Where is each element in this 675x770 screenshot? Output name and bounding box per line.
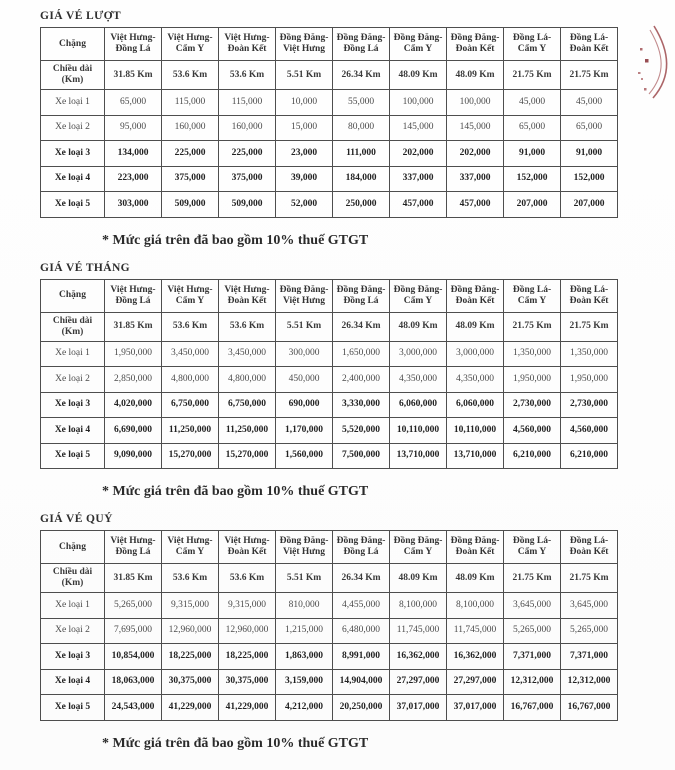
price-cell: 1,863,000 xyxy=(276,644,333,670)
table-row xyxy=(41,618,618,644)
column-header: Đồng Đăng-Việt Hưng xyxy=(276,28,333,61)
table-row xyxy=(41,443,618,469)
price-cell: 4,350,000 xyxy=(447,367,504,393)
distance-cell: 53.6 Km xyxy=(219,312,276,341)
table-title-single-trip: GIÁ VÉ LƯỢT xyxy=(40,10,122,22)
column-header: Việt Hưng-Đồng Lá xyxy=(105,28,162,61)
distance-cell: 48.09 Km xyxy=(447,61,504,90)
column-header: Đồng Lá-Cẩm Y xyxy=(504,531,561,564)
price-cell: 1,350,000 xyxy=(504,341,561,367)
price-cell: 18,225,000 xyxy=(162,644,219,670)
distance-cell: 5.51 Km xyxy=(276,564,333,593)
price-cell: 65,000 xyxy=(504,115,561,141)
price-cell: 1,950,000 xyxy=(105,341,162,367)
price-cell: 30,375,000 xyxy=(219,669,276,695)
distance-cell: 48.09 Km xyxy=(390,61,447,90)
price-cell: 6,750,000 xyxy=(162,392,219,418)
price-cell: 6,060,000 xyxy=(390,392,447,418)
distance-row xyxy=(41,61,618,90)
price-cell: 2,850,000 xyxy=(105,367,162,393)
price-cell: 225,000 xyxy=(219,141,276,167)
price-cell: 7,500,000 xyxy=(333,443,390,469)
price-cell: 2,730,000 xyxy=(561,392,618,418)
table-row xyxy=(41,141,618,167)
row-label: Xe loại 1 xyxy=(41,593,105,619)
price-cell: 337,000 xyxy=(390,166,447,192)
column-header: Đồng Đăng-Đoàn Kết xyxy=(447,279,504,312)
price-cell: 250,000 xyxy=(333,192,390,218)
price-cell: 9,090,000 xyxy=(105,443,162,469)
price-cell: 300,000 xyxy=(276,341,333,367)
price-cell: 3,645,000 xyxy=(561,593,618,619)
price-cell: 65,000 xyxy=(561,115,618,141)
table-title-quarterly: GIÁ VÉ QUÝ xyxy=(40,513,113,525)
price-cell: 2,400,000 xyxy=(333,367,390,393)
distance-cell: 21.75 Km xyxy=(561,564,618,593)
price-cell: 509,000 xyxy=(162,192,219,218)
row-label: Xe loại 2 xyxy=(41,115,105,141)
price-cell: 4,560,000 xyxy=(561,418,618,444)
price-cell: 7,695,000 xyxy=(105,618,162,644)
row-label: Xe loại 5 xyxy=(41,695,105,721)
price-cell: 1,650,000 xyxy=(333,341,390,367)
price-cell: 145,000 xyxy=(390,115,447,141)
fare-table-single-trip xyxy=(40,27,618,218)
price-cell: 3,450,000 xyxy=(162,341,219,367)
distance-row xyxy=(41,312,618,341)
distance-cell: 21.75 Km xyxy=(561,61,618,90)
price-cell: 2,730,000 xyxy=(504,392,561,418)
distance-cell: 31.85 Km xyxy=(105,312,162,341)
price-cell: 7,371,000 xyxy=(504,644,561,670)
price-cell: 52,000 xyxy=(276,192,333,218)
price-cell: 10,110,000 xyxy=(447,418,504,444)
distance-cell: 5.51 Km xyxy=(276,312,333,341)
price-cell: 4,800,000 xyxy=(219,367,276,393)
price-cell: 202,000 xyxy=(390,141,447,167)
column-header: Đồng Đăng-Đoàn Kết xyxy=(447,28,504,61)
price-cell: 6,060,000 xyxy=(447,392,504,418)
price-cell: 30,375,000 xyxy=(162,669,219,695)
column-header: Việt Hưng-Đoàn Kết xyxy=(219,28,276,61)
price-cell: 457,000 xyxy=(447,192,504,218)
table-row xyxy=(41,115,618,141)
price-cell: 3,645,000 xyxy=(504,593,561,619)
vat-note: * Mức giá trên đã bao gồm 10% thuế GTGT xyxy=(102,232,369,248)
distance-cell: 53.6 Km xyxy=(219,564,276,593)
price-cell: 9,315,000 xyxy=(219,593,276,619)
price-cell: 15,000 xyxy=(276,115,333,141)
price-cell: 5,265,000 xyxy=(105,593,162,619)
price-cell: 1,560,000 xyxy=(276,443,333,469)
row-label: Xe loại 3 xyxy=(41,392,105,418)
price-cell: 115,000 xyxy=(162,90,219,116)
column-header: Đồng Đăng-Cẩm Y xyxy=(390,531,447,564)
price-cell: 1,950,000 xyxy=(504,367,561,393)
column-header: Đồng Lá-Cẩm Y xyxy=(504,279,561,312)
distance-cell: 53.6 Km xyxy=(162,312,219,341)
price-cell: 12,960,000 xyxy=(162,618,219,644)
price-cell: 27,297,000 xyxy=(390,669,447,695)
price-cell: 15,270,000 xyxy=(219,443,276,469)
price-cell: 20,250,000 xyxy=(333,695,390,721)
distance-cell: 21.75 Km xyxy=(504,312,561,341)
price-cell: 4,560,000 xyxy=(504,418,561,444)
price-cell: 337,000 xyxy=(447,166,504,192)
price-cell: 100,000 xyxy=(390,90,447,116)
table-row xyxy=(41,341,618,367)
price-cell: 223,000 xyxy=(105,166,162,192)
price-cell: 225,000 xyxy=(162,141,219,167)
price-cell: 95,000 xyxy=(105,115,162,141)
price-cell: 16,767,000 xyxy=(504,695,561,721)
column-header: Việt Hưng-Đồng Lá xyxy=(105,279,162,312)
distance-label: Chiều dài (Km) xyxy=(41,312,105,341)
price-cell: 160,000 xyxy=(162,115,219,141)
price-cell: 4,212,000 xyxy=(276,695,333,721)
row-label: Xe loại 2 xyxy=(41,618,105,644)
row-label: Xe loại 5 xyxy=(41,443,105,469)
price-cell: 11,745,000 xyxy=(390,618,447,644)
price-cell: 1,350,000 xyxy=(561,341,618,367)
price-cell: 16,362,000 xyxy=(390,644,447,670)
section-quarterly xyxy=(40,513,635,752)
column-header: Đồng Lá-Cẩm Y xyxy=(504,28,561,61)
distance-cell: 53.6 Km xyxy=(162,564,219,593)
price-cell: 152,000 xyxy=(561,166,618,192)
distance-cell: 53.6 Km xyxy=(219,61,276,90)
price-cell: 3,450,000 xyxy=(219,341,276,367)
distance-cell: 26.34 Km xyxy=(333,61,390,90)
column-header: Đồng Lá-Đoàn Kết xyxy=(561,28,618,61)
column-header: Đồng Lá-Đoàn Kết xyxy=(561,531,618,564)
price-cell: 1,950,000 xyxy=(561,367,618,393)
column-header: Đồng Đăng-Đoàn Kết xyxy=(447,531,504,564)
table-row xyxy=(41,90,618,116)
table-header-row xyxy=(41,279,618,312)
distance-cell: 31.85 Km xyxy=(105,564,162,593)
price-cell: 45,000 xyxy=(504,90,561,116)
distance-cell: 21.75 Km xyxy=(561,312,618,341)
scanned-fare-document xyxy=(40,10,635,765)
price-cell: 6,690,000 xyxy=(105,418,162,444)
column-header: Đồng Đăng-Đồng Lá xyxy=(333,531,390,564)
table-row xyxy=(41,192,618,218)
price-cell: 18,225,000 xyxy=(219,644,276,670)
price-cell: 5,265,000 xyxy=(504,618,561,644)
fare-table-quarterly xyxy=(40,530,618,721)
price-cell: 207,000 xyxy=(504,192,561,218)
price-cell: 91,000 xyxy=(504,141,561,167)
price-cell: 509,000 xyxy=(219,192,276,218)
price-cell: 13,710,000 xyxy=(390,443,447,469)
price-cell: 15,270,000 xyxy=(162,443,219,469)
row-label: Xe loại 3 xyxy=(41,141,105,167)
price-cell: 1,215,000 xyxy=(276,618,333,644)
price-cell: 27,297,000 xyxy=(447,669,504,695)
vat-note: * Mức giá trên đã bao gồm 10% thuế GTGT xyxy=(102,735,369,751)
column-header: Việt Hưng-Đoàn Kết xyxy=(219,531,276,564)
section-single-trip xyxy=(40,10,635,249)
table-header-row xyxy=(41,531,618,564)
distance-cell: 48.09 Km xyxy=(390,312,447,341)
row-label: Xe loại 1 xyxy=(41,341,105,367)
price-cell: 11,250,000 xyxy=(162,418,219,444)
column-header: Việt Hưng-Đồng Lá xyxy=(105,531,162,564)
column-header: Đồng Đăng-Cẩm Y xyxy=(390,28,447,61)
price-cell: 100,000 xyxy=(447,90,504,116)
table-row xyxy=(41,418,618,444)
price-cell: 1,170,000 xyxy=(276,418,333,444)
column-header: Chặng xyxy=(41,531,105,564)
price-cell: 10,854,000 xyxy=(105,644,162,670)
table-title-monthly: GIÁ VÉ THÁNG xyxy=(40,261,131,274)
price-cell: 24,543,000 xyxy=(105,695,162,721)
price-cell: 8,991,000 xyxy=(333,644,390,670)
price-cell: 37,017,000 xyxy=(390,695,447,721)
price-cell: 80,000 xyxy=(333,115,390,141)
price-cell: 45,000 xyxy=(561,90,618,116)
price-cell: 13,710,000 xyxy=(447,443,504,469)
price-cell: 16,362,000 xyxy=(447,644,504,670)
vat-note: * Mức giá trên đã bao gồm 10% thuế GTGT xyxy=(102,484,369,499)
price-cell: 4,455,000 xyxy=(333,593,390,619)
distance-cell: 5.51 Km xyxy=(276,61,333,90)
price-cell: 145,000 xyxy=(447,115,504,141)
price-cell: 202,000 xyxy=(447,141,504,167)
table-row xyxy=(41,593,618,619)
distance-cell: 48.09 Km xyxy=(390,564,447,593)
price-cell: 39,000 xyxy=(276,166,333,192)
column-header: Việt Hưng-Cẩm Y xyxy=(162,531,219,564)
price-cell: 111,000 xyxy=(333,141,390,167)
column-header: Việt Hưng-Cẩm Y xyxy=(162,28,219,61)
section-monthly xyxy=(40,262,635,501)
column-header: Đồng Đăng-Việt Hưng xyxy=(276,279,333,312)
distance-cell: 26.34 Km xyxy=(333,312,390,341)
price-cell: 3,000,000 xyxy=(390,341,447,367)
table-row xyxy=(41,695,618,721)
table-row xyxy=(41,367,618,393)
price-cell: 10,000 xyxy=(276,90,333,116)
distance-cell: 31.85 Km xyxy=(105,61,162,90)
fare-table-monthly xyxy=(40,279,618,470)
price-cell: 375,000 xyxy=(219,166,276,192)
column-header: Việt Hưng-Đoàn Kết xyxy=(219,279,276,312)
distance-cell: 21.75 Km xyxy=(504,564,561,593)
price-cell: 6,210,000 xyxy=(504,443,561,469)
price-cell: 11,250,000 xyxy=(219,418,276,444)
price-cell: 184,000 xyxy=(333,166,390,192)
price-cell: 6,750,000 xyxy=(219,392,276,418)
column-header: Việt Hưng-Cẩm Y xyxy=(162,279,219,312)
row-label: Xe loại 2 xyxy=(41,367,105,393)
price-cell: 12,312,000 xyxy=(561,669,618,695)
price-cell: 134,000 xyxy=(105,141,162,167)
price-cell: 11,745,000 xyxy=(447,618,504,644)
table-row xyxy=(41,669,618,695)
price-cell: 12,312,000 xyxy=(504,669,561,695)
price-cell: 65,000 xyxy=(105,90,162,116)
table-row xyxy=(41,392,618,418)
price-cell: 41,229,000 xyxy=(162,695,219,721)
column-header: Đồng Đăng-Đồng Lá xyxy=(333,28,390,61)
distance-cell: 48.09 Km xyxy=(447,564,504,593)
distance-label: Chiều dài (Km) xyxy=(41,564,105,593)
price-cell: 55,000 xyxy=(333,90,390,116)
price-cell: 9,315,000 xyxy=(162,593,219,619)
column-header: Đồng Đăng-Việt Hưng xyxy=(276,531,333,564)
distance-cell: 48.09 Km xyxy=(447,312,504,341)
price-cell: 810,000 xyxy=(276,593,333,619)
price-cell: 91,000 xyxy=(561,141,618,167)
price-cell: 152,000 xyxy=(504,166,561,192)
price-cell: 23,000 xyxy=(276,141,333,167)
column-header: Đồng Đăng-Đồng Lá xyxy=(333,279,390,312)
distance-cell: 26.34 Km xyxy=(333,564,390,593)
distance-cell: 53.6 Km xyxy=(162,61,219,90)
price-cell: 14,904,000 xyxy=(333,669,390,695)
table-header-row xyxy=(41,28,618,61)
price-cell: 115,000 xyxy=(219,90,276,116)
price-cell: 303,000 xyxy=(105,192,162,218)
row-label: Xe loại 1 xyxy=(41,90,105,116)
column-header: Chặng xyxy=(41,28,105,61)
price-cell: 8,100,000 xyxy=(447,593,504,619)
row-label: Xe loại 4 xyxy=(41,669,105,695)
table-row xyxy=(41,166,618,192)
price-cell: 16,767,000 xyxy=(561,695,618,721)
column-header: Đồng Đăng-Cẩm Y xyxy=(390,279,447,312)
price-cell: 3,000,000 xyxy=(447,341,504,367)
price-cell: 6,210,000 xyxy=(561,443,618,469)
price-cell: 3,330,000 xyxy=(333,392,390,418)
price-cell: 12,960,000 xyxy=(219,618,276,644)
price-cell: 7,371,000 xyxy=(561,644,618,670)
row-label: Xe loại 3 xyxy=(41,644,105,670)
column-header: Chặng xyxy=(41,279,105,312)
row-label: Xe loại 4 xyxy=(41,166,105,192)
price-cell: 18,063,000 xyxy=(105,669,162,695)
price-cell: 41,229,000 xyxy=(219,695,276,721)
price-cell: 6,480,000 xyxy=(333,618,390,644)
price-cell: 3,159,000 xyxy=(276,669,333,695)
price-cell: 10,110,000 xyxy=(390,418,447,444)
price-cell: 5,520,000 xyxy=(333,418,390,444)
row-label: Xe loại 5 xyxy=(41,192,105,218)
price-cell: 375,000 xyxy=(162,166,219,192)
price-cell: 5,265,000 xyxy=(561,618,618,644)
distance-label: Chiều dài (Km) xyxy=(41,61,105,90)
distance-row xyxy=(41,564,618,593)
price-cell: 4,800,000 xyxy=(162,367,219,393)
price-cell: 690,000 xyxy=(276,392,333,418)
price-cell: 160,000 xyxy=(219,115,276,141)
price-cell: 457,000 xyxy=(390,192,447,218)
price-cell: 8,100,000 xyxy=(390,593,447,619)
price-cell: 37,017,000 xyxy=(447,695,504,721)
row-label: Xe loại 4 xyxy=(41,418,105,444)
price-cell: 450,000 xyxy=(276,367,333,393)
price-cell: 4,350,000 xyxy=(390,367,447,393)
price-cell: 4,020,000 xyxy=(105,392,162,418)
distance-cell: 21.75 Km xyxy=(504,61,561,90)
column-header: Đồng Lá-Đoàn Kết xyxy=(561,279,618,312)
table-row xyxy=(41,644,618,670)
price-cell: 207,000 xyxy=(561,192,618,218)
